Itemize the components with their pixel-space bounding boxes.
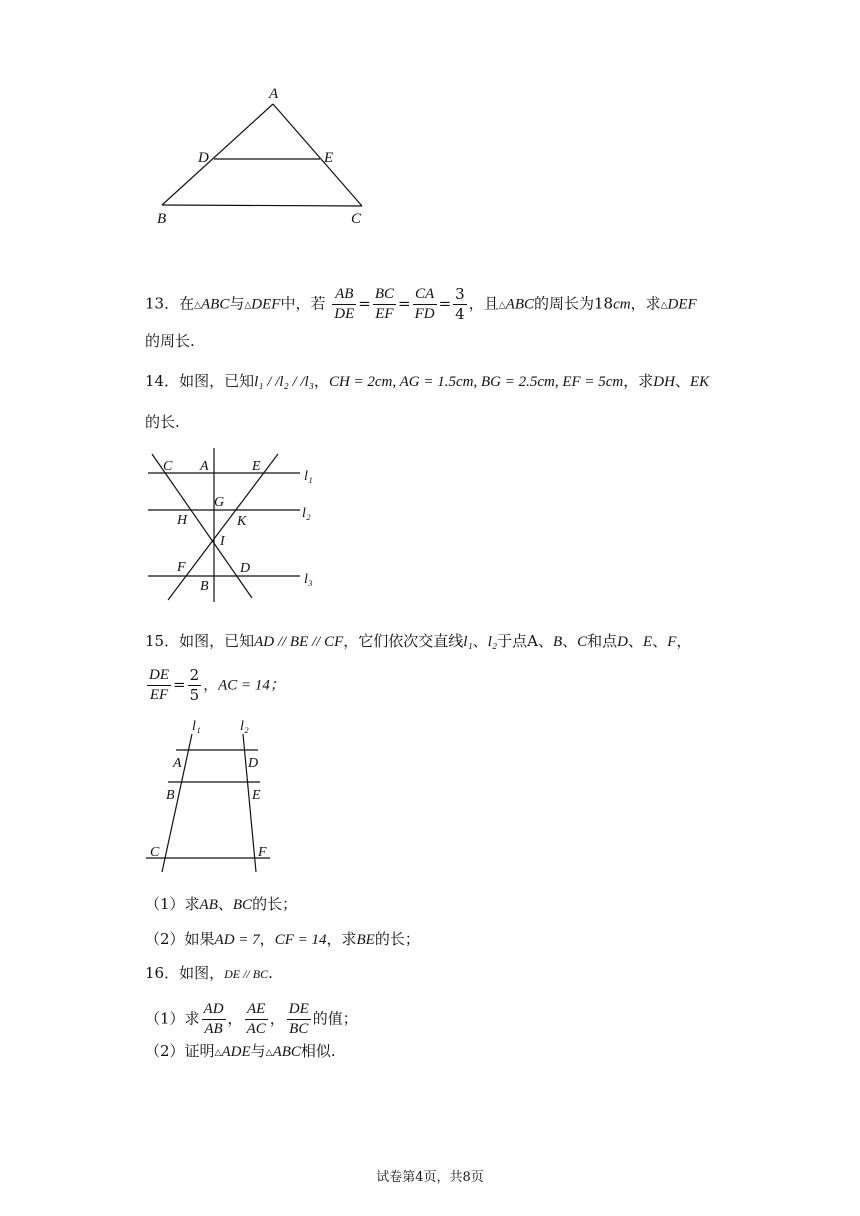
q15-pB: B — [552, 634, 563, 650]
question-14-line2: 的长. — [145, 413, 180, 431]
q15-sub1d: 的长； — [252, 895, 298, 913]
question-13-line2: 的周长. — [145, 332, 195, 350]
label-l2: l₂ — [302, 506, 311, 521]
q14-given: CH = 2cm, AG = 1.5cm, BG = 2.5cm, EF = 5cm — [328, 374, 624, 390]
label-l1: l₁ — [192, 719, 201, 734]
fraction: $\frac{AE}{AC}$ — [246, 1001, 266, 1037]
q15-text1: ，它们依次交直线 — [343, 632, 464, 650]
q13-mid: 中，若 — [280, 294, 326, 313]
q15-sub1b: AB — [199, 897, 218, 913]
q15-sub2e: BE — [356, 932, 375, 948]
q15-sub2b: AD = 7 — [214, 932, 260, 948]
q13-tri4: DEF — [667, 296, 697, 313]
q15-sub2a: （2）如果 — [145, 930, 215, 948]
q16-tri2: ABC — [272, 1044, 301, 1060]
fraction: $\frac{3}{4}$ — [455, 285, 465, 323]
label-C: C — [351, 211, 362, 227]
label-B: B — [166, 788, 175, 803]
label-C: C — [163, 459, 173, 474]
label-K: K — [237, 514, 247, 529]
label-E: E — [252, 459, 261, 474]
label-A: A — [173, 756, 182, 771]
label-E: E — [324, 150, 334, 166]
triangle-symbol: △ — [498, 300, 506, 311]
q14-ask: ，求 — [623, 372, 654, 390]
q15-text2: 于点 — [497, 632, 528, 650]
label-l1: l₁ — [304, 469, 313, 484]
q15-sub2f: 的长； — [374, 930, 420, 948]
label-l3: l₃ — [304, 572, 313, 587]
q14-ek: EK — [689, 374, 710, 390]
label-G: G — [214, 495, 225, 510]
label-D: D — [198, 150, 209, 166]
q14-dh: DH — [653, 374, 675, 390]
q15-sub1a: （1）求 — [145, 895, 200, 913]
triangle-symbol: △ — [660, 300, 668, 311]
label-I: I — [220, 534, 225, 549]
fraction: $\frac{2}{5}$ — [189, 666, 200, 704]
question-15-part2: （2）如果AD = 7，CF = 14，求BE的长； — [145, 930, 420, 948]
q13-tail2: 的周长为 — [534, 294, 595, 313]
q15-number: 15．如图，已知 — [145, 632, 255, 650]
q13-tri1: ABC — [201, 296, 230, 313]
q15-sub2d: ，求 — [326, 930, 357, 948]
q13-number: 13．在 — [145, 294, 195, 313]
label-E: E — [252, 788, 261, 803]
question-15-line2: $\frac{DE}{EF}$ = $\frac{2}{5}$ ，AC = 14； — [149, 666, 285, 704]
label-A: A — [200, 459, 209, 474]
page-footer: 试卷第4页，共8页 — [376, 1170, 484, 1185]
q16-dot: . — [268, 964, 273, 982]
q15-l1: l₁ — [463, 634, 473, 650]
q13-unit: cm — [613, 296, 631, 313]
q15-pC: C — [577, 634, 588, 650]
transversal-figure — [140, 712, 290, 880]
q15-pD: D — [617, 634, 629, 650]
question-15-part1: （1）求AB、BC的长； — [145, 895, 298, 913]
q16-number: 16．如图， — [145, 964, 225, 982]
q15-and: 和点 — [587, 632, 618, 650]
q16-sub1b: 的值； — [312, 1009, 358, 1028]
label-l2: l₂ — [240, 719, 249, 734]
label-D: D — [248, 756, 259, 771]
q14-sep: 、 — [674, 372, 690, 390]
q15-pA: A — [527, 632, 538, 650]
q15-cond: AD // BE // CF — [254, 634, 344, 650]
label-B: B — [157, 211, 167, 227]
label-C: C — [150, 845, 160, 860]
q15-l2: l₂ — [487, 634, 498, 650]
q15-sep: 、 — [472, 632, 488, 650]
triangle-symbol: △ — [244, 300, 252, 311]
label-F: F — [177, 560, 186, 575]
label-A: A — [269, 86, 279, 102]
q16-sub2a: （2）证明 — [145, 1042, 215, 1060]
label-F: F — [258, 845, 267, 860]
q13-tri2: DEF — [251, 296, 281, 313]
q13-tail1: ，且 — [468, 294, 499, 313]
triangle-symbol: △ — [194, 300, 202, 311]
triangle-symbol: △ — [265, 1048, 273, 1058]
fraction: $\frac{DE}{BC}$ — [288, 1001, 309, 1037]
q13-val: 18 — [594, 294, 614, 313]
question-15-line1: 15．如图，已知AD // BE // CF，它们依次交直线l₁、l₂于点A、B、C和点D、E、F， — [145, 632, 692, 650]
parallel-lines-figure — [140, 440, 330, 610]
fraction: $\frac{DE}{EF}$ — [149, 667, 169, 703]
label-B: B — [200, 579, 209, 594]
q15-ac: AC = 14； — [218, 677, 285, 694]
q16-sub2c: 相似. — [300, 1042, 336, 1060]
q15-sub2c: CF = 14 — [274, 932, 327, 948]
q14-cond: l₁ / /l₂ / /l₃ — [254, 374, 314, 390]
question-13-line1: 13．在△ABC与△DEF中，若 $\frac{AB}{DE}$ = $\frac{BC}{EF}$ = $\frac{CA}{FD}$ = $\frac{3}{4}$ ，且△ABC的周长为18cm，求△DEF — [145, 285, 697, 323]
triangle-symbol: △ — [214, 1048, 222, 1058]
q13-and: 与 — [229, 294, 245, 313]
label-H: H — [177, 513, 188, 528]
triangle-figure — [150, 80, 390, 230]
label-D: D — [240, 561, 251, 576]
question-16-line1 — [145, 963, 273, 984]
q14-number: 14．如图，已知 — [145, 372, 255, 390]
q16-tri1: ADE — [221, 1044, 251, 1060]
fraction: $\frac{CA}{FD}$ — [414, 286, 435, 322]
q13-tri3: ABC — [505, 296, 534, 313]
q13-tail3: ，求 — [630, 294, 661, 313]
q16-sub2b: 与 — [250, 1042, 266, 1060]
q15-pE: E — [643, 634, 653, 650]
fraction: $\frac{AD}{AB}$ — [203, 1001, 224, 1037]
q15-sub1c: BC — [232, 897, 253, 913]
question-16-part1: （1）求 $\frac{AD}{AB}$ ， $\frac{AE}{AC}$ ， $\frac{DE}{BC}$ 的值； — [145, 1001, 358, 1037]
q16-sub1a: （1）求 — [145, 1009, 200, 1028]
q15-pF: F — [667, 634, 677, 650]
question-16-part2 — [145, 1041, 336, 1063]
q16-cond: DE // BC — [224, 967, 269, 981]
question-14-line1: 14．如图，已知l₁ / /l₂ / /l₃，CH = 2cm, AG = 1.5cm, BG = 2.5cm, EF = 5cm，求DH、EK — [145, 372, 710, 390]
fraction: $\frac{AB}{DE}$ — [334, 286, 355, 322]
fraction: $\frac{BC}{EF}$ — [374, 286, 395, 322]
